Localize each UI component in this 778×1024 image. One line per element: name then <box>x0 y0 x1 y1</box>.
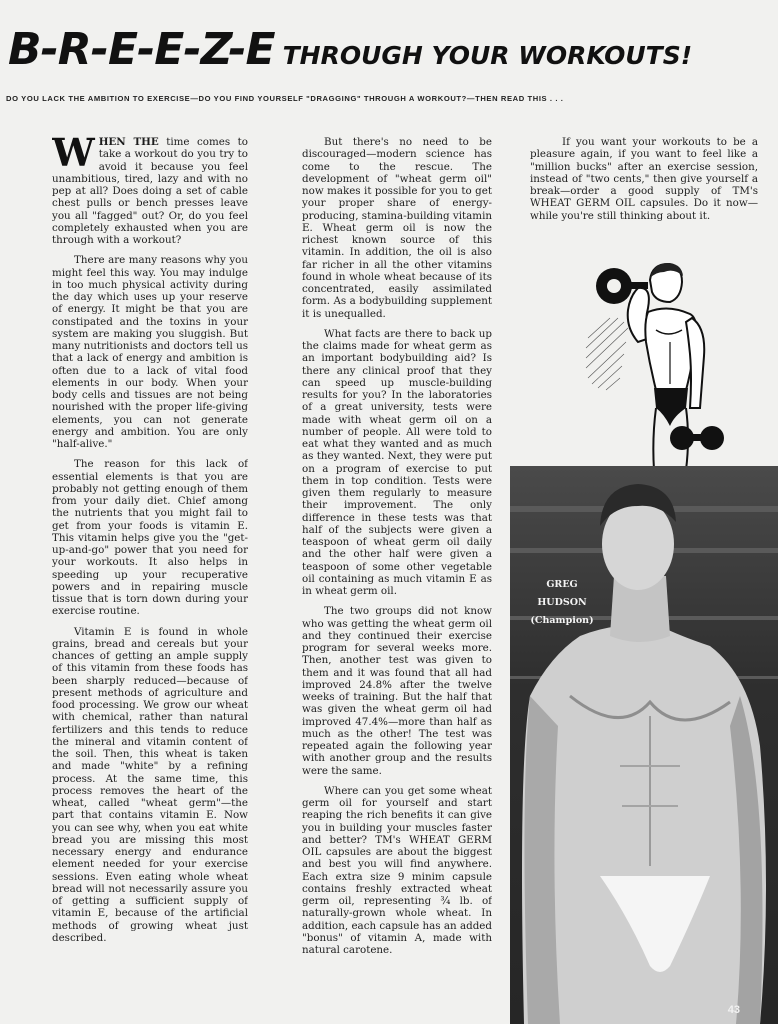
article-column-3 <box>530 136 758 256</box>
photo-figure <box>510 466 778 1024</box>
paragraph: What facts are there to back up the claims made for wheat germ as an important bodybuilding aid? Is there any clinical proof that they can speed up muscle-building results for you? In the laboratories of a great university, tests were made with wheat germ oil on a number of people. All were told to eat what they wanted and as much as they wanted. Next, they were put on a program of exercise to put them in top condition. Tests were given them regularly to measure their improvement. The only difference in these tests was that half of the subjects were given a teaspoon of wheat germ oil daily and the other half were given a teaspoon of some other vegetable oil containing as much vitamin E as in wheat germ oil. <box>302 327 492 597</box>
bodybuilder-dumbbell-illustration <box>578 258 728 470</box>
paragraph: The reason for this lack of essential elements is that you are probably not getting enough of them from your daily diet. Chief among the nutrients that you might fail to get from your foods is vitamin E. This vitamin helps give you the "get-up-and-go" power that you need for your workouts. It also helps in speeding up your recuperative powers and in repairing muscle tissue that is torn down during your exercise routine. <box>52 458 248 618</box>
headline-rest: THROUGH YOUR WORKOUTS! <box>282 41 693 70</box>
subheadline: DO YOU LACK THE AMBITION TO EXERCISE—DO YOU FIND YOURSELF "DRAGGING" THROUGH A WORKOUT?—THEN READ THIS . . . <box>6 94 564 103</box>
bodybuilder-photo <box>510 466 778 1024</box>
paragraph: The two groups did not know who was getting the wheat germ oil and they continued their exercise program for several weeks more. Then, another test was given to them and it was found that all had improved 24.8% after the twelve weeks of training. But the half that was given the wheat germ oil had improved 47.4%—more than half as much as the other! The test was repeated again the following year with another group and the results were the same. <box>302 605 492 777</box>
article-column-1 <box>52 136 248 966</box>
article-column-2 <box>302 136 492 966</box>
page-headline <box>8 24 774 84</box>
paragraph: Vitamin E is found in whole grains, bread and cereals but your chances of getting an ample supply of this vitamin from these foods has been sharply reduced—because of present methods of agriculture and food processing. We grow our wheat with chemical, rather than natural fertilizers and this tends to reduce the mineral and vitamin content of the soil. Then, this wheat is taken and made "white" by a refining process. At the same time, this process removes the heart of the wheat, called "wheat germ"—the part that contains vitamin E. Now you can see why, when you eat white bread you are missing this most necessary energy and endurance element needed for your exercise sessions. Even eating whole wheat bread will not necessarily assure you of getting a sufficient supply of vitamin E, because of the artificial methods of growing wheat just described. <box>52 625 248 944</box>
lead-in: HEN THE <box>98 136 159 148</box>
caption-first-name: GREG <box>546 579 578 590</box>
paragraph-text: time comes to take a workout do you try to avoid it because you feel unambitious, tired, lazy and with no pep at all? Does doing a set of cable chest pulls or bench presses leave you all "fagged" out? Or, do you feel completely exhausted when you are through with a workout? <box>52 136 248 246</box>
caption-last-name: HUDSON <box>537 597 587 608</box>
page-number: 43 <box>727 1004 740 1016</box>
paragraph: There are many reasons why you might feel this way. You may indulge in too much physical activity during the day which uses up your reserve of energy. It might be that you are constipated and the toxins in your system are making you sluggish. But many nutritionists and doctors tell us that a lack of energy and ambition is often due to a lack of vital food elements in our body. When your body cells and tissues are not being nourished with the proper life-giving elements, you can not generate energy and ambition. You are only "half-alive." <box>52 254 248 450</box>
drop-cap: W <box>52 136 95 175</box>
headline-breeze: B-R-E-E-Z-E <box>8 24 275 75</box>
paragraph: If you want your workouts to be a pleasure again, if you want to feel like a "million bucks" after an exercise session, instead of "two cents," then give yourself a break—order a good supply of TM's WHEAT GERM OIL capsules. Do it now—while you're still thinking about it. <box>530 136 758 222</box>
paragraph <box>52 136 248 246</box>
caption-title: (Champion) <box>530 615 594 626</box>
paragraph: But there's no need to be discouraged—modern science has come to the rescue. The development of "wheat germ oil" now makes it possible for you to get your proper share of energy-producing, stamina-building vitamin E. Wheat germ oil is now the richest known source of this vitamin. In addition, the oil is also far richer in all the other vitamins found in whole wheat because of its concentrated, easily assimilated form. As a bodybuilding supplement it is unequalled. <box>302 136 492 320</box>
paragraph: Where can you get some wheat germ oil for yourself and start reaping the rich benefits it can give you in building your muscles faster and better? TM's WHEAT GERM OIL capsules are about the biggest and best you will find anywhere. Each extra size 9 minim capsule contains freshly extracted wheat germ oil, representing ¾ lb. of naturally-grown whole wheat. In addition, each capsule has an added "bonus" of vitamin A, made with natural carotene. <box>302 784 492 956</box>
photo-caption <box>524 576 600 630</box>
